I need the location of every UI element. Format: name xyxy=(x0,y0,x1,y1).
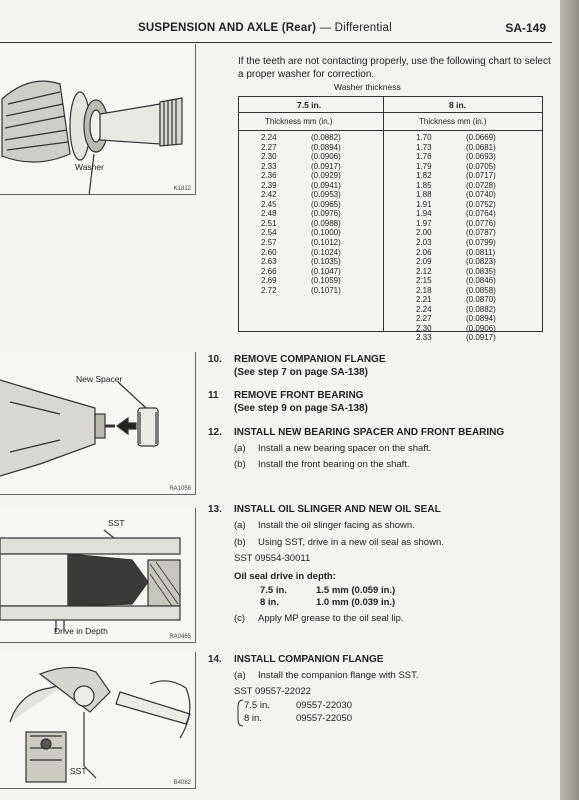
thickness-in: (0.0906) xyxy=(466,323,496,333)
table-row xyxy=(261,286,341,296)
drive-in-depth-label: Drive in Depth xyxy=(54,626,108,636)
table-row xyxy=(416,267,496,277)
table-row xyxy=(261,162,341,172)
thickness-mm: 2.39 xyxy=(261,180,277,190)
table-row xyxy=(261,171,341,181)
sst-number: SST 09554-30011 xyxy=(234,553,311,564)
thickness-mm: 1.91 xyxy=(416,199,432,209)
step-12b: (b) Install the front bearing on the shaft. xyxy=(234,459,410,470)
thickness-mm: 1.70 xyxy=(416,133,432,142)
table-row xyxy=(416,133,496,143)
thickness-mm: 2.57 xyxy=(261,238,277,248)
thickness-in: (0.0941) xyxy=(311,180,341,190)
table-row xyxy=(416,219,496,229)
table-row xyxy=(416,190,496,200)
step-14: 14. INSTALL COMPANION FLANGE xyxy=(208,654,384,665)
step-title: INSTALL NEW BEARING SPACER AND FRONT BEARING xyxy=(234,427,505,438)
table-row xyxy=(416,162,496,172)
thickness-mm: 1.82 xyxy=(416,171,432,181)
thickness-in: (0.0681) xyxy=(466,142,496,152)
step-13a: (a) Install the oil slinger facing as shown. xyxy=(234,520,415,531)
thickness-mm: 1.79 xyxy=(416,161,432,171)
flange-illustration xyxy=(0,652,195,788)
thickness-in: (0.0929) xyxy=(311,171,341,181)
thickness-in: (0.0693) xyxy=(466,152,496,162)
table-row xyxy=(261,143,341,153)
thickness-in: (0.1059) xyxy=(311,276,341,286)
thickness-mm: 2.15 xyxy=(416,276,432,286)
table-row xyxy=(416,286,496,296)
thickness-mm: 1.73 xyxy=(416,142,432,152)
thickness-mm: 2.63 xyxy=(261,257,277,267)
bracket-icon xyxy=(236,699,244,727)
table-row xyxy=(416,276,496,286)
thickness-mm: 2.42 xyxy=(261,190,277,200)
thickness-in: (0.0705) xyxy=(466,161,496,171)
thickness-in: (0.0752) xyxy=(466,199,496,209)
thickness-mm: 2.30 xyxy=(416,323,432,333)
table-row xyxy=(416,209,496,219)
thickness-in: (0.0917) xyxy=(466,333,496,343)
table-row xyxy=(261,248,341,258)
washer-thickness-table xyxy=(238,96,543,343)
thickness-mm: 2.51 xyxy=(261,218,277,228)
thickness-in: (0.0894) xyxy=(466,314,496,324)
thickness-in: (0.1012) xyxy=(311,238,341,248)
thickness-in: (0.1035) xyxy=(311,257,341,267)
table-row xyxy=(261,228,341,238)
thickness-in: (0.0882) xyxy=(311,133,341,142)
thickness-in: (0.1000) xyxy=(311,228,341,238)
thickness-mm: 1.76 xyxy=(416,152,432,162)
table-row xyxy=(416,171,496,181)
sst-row-8: 8 in. 09557-22050 xyxy=(244,713,352,724)
sst-label: SST xyxy=(70,766,87,776)
figure-companion-flange xyxy=(0,652,196,789)
thickness-mm: 2.66 xyxy=(261,266,277,276)
table-row xyxy=(261,257,341,267)
figure-code: K1812 xyxy=(173,186,191,192)
intro-text: If the teeth are not contacting properly, use the following chart to select a proper washer for correction. xyxy=(238,56,551,80)
sst-number: SST 09557-22022 xyxy=(234,686,311,697)
table-row xyxy=(261,276,341,286)
depth-row-8: 8 in. 1.0 mm (0.039 in.) xyxy=(260,597,396,608)
thickness-in: (0.0799) xyxy=(466,238,496,248)
thickness-mm: 2.45 xyxy=(261,199,277,209)
table-row xyxy=(261,152,341,162)
thickness-mm: 2.09 xyxy=(416,257,432,267)
depth-title: Oil seal drive in depth: xyxy=(234,571,336,582)
oil-seal-illustration xyxy=(0,508,195,642)
table-row xyxy=(416,333,496,343)
thickness-mm: 2.36 xyxy=(261,171,277,181)
step-10: 10. REMOVE COMPANION FLANGE (See step 7 on page SA-138) xyxy=(208,354,386,378)
table-row xyxy=(416,324,496,334)
thickness-list-7-5 xyxy=(261,133,341,295)
thickness-mm: 2.72 xyxy=(261,285,277,295)
thickness-mm: 1.94 xyxy=(416,209,432,219)
section-title: SUSPENSION AND AXLE (Rear) — Differential xyxy=(138,22,392,34)
subheader-7-5: Thickness mm (in.) xyxy=(265,117,333,126)
column-header-7-5: 7.5 in. xyxy=(297,100,322,110)
thickness-mm: 1.85 xyxy=(416,180,432,190)
table-row xyxy=(416,248,496,258)
step-title: INSTALL OIL SLINGER AND NEW OIL SEAL xyxy=(234,504,441,515)
table-row xyxy=(261,219,341,229)
thickness-in: (0.0953) xyxy=(311,190,341,200)
figure-oil-seal-drive xyxy=(0,508,196,643)
step-13: 13. INSTALL OIL SLINGER AND NEW OIL SEAL xyxy=(208,504,441,515)
step-title: REMOVE FRONT BEARING xyxy=(234,390,364,401)
step-14a: (a) Install the companion flange with SST. xyxy=(234,670,419,681)
thickness-mm: 2.21 xyxy=(416,295,432,305)
table-row xyxy=(261,200,341,210)
step-title: INSTALL COMPANION FLANGE xyxy=(234,654,384,665)
table-row xyxy=(261,267,341,277)
thickness-mm: 2.69 xyxy=(261,276,277,286)
thickness-in: (0.0965) xyxy=(311,199,341,209)
thickness-mm: 1.97 xyxy=(416,218,432,228)
table-row xyxy=(416,238,496,248)
thickness-mm: 2.48 xyxy=(261,209,277,219)
table-row xyxy=(416,305,496,315)
new-spacer-label: New Spacer xyxy=(76,374,123,384)
thickness-in: (0.0776) xyxy=(466,218,496,228)
thickness-mm: 2.18 xyxy=(416,285,432,295)
thickness-in: (0.1024) xyxy=(311,247,341,257)
step-12: 12. INSTALL NEW BEARING SPACER AND FRONT BEARING xyxy=(208,427,505,438)
figure-code: RA0465 xyxy=(169,634,191,640)
thickness-mm: 2.12 xyxy=(416,266,432,276)
thickness-in: (0.0728) xyxy=(466,180,496,190)
table-row xyxy=(416,152,496,162)
thickness-mm: 2.06 xyxy=(416,247,432,257)
thickness-in: (0.0894) xyxy=(311,142,341,152)
sst-row-7-5: 7.5 in. 09557-22030 xyxy=(244,700,352,711)
thickness-in: (0.0740) xyxy=(466,190,496,200)
thickness-mm: 2.54 xyxy=(261,228,277,238)
step-12a: (a) Install a new bearing spacer on the shaft. xyxy=(234,443,432,454)
table-row xyxy=(261,190,341,200)
thickness-in: (0.0717) xyxy=(466,171,496,181)
figure-new-spacer xyxy=(0,352,196,495)
table-row xyxy=(416,257,496,267)
thickness-in: (0.0858) xyxy=(466,285,496,295)
step-title: REMOVE COMPANION FLANGE xyxy=(234,354,386,365)
thickness-in: (0.1047) xyxy=(311,266,341,276)
thickness-in: (0.0764) xyxy=(466,209,496,219)
table-row xyxy=(416,295,496,305)
thickness-in: (0.0882) xyxy=(466,304,496,314)
table-caption: Washer thickness xyxy=(334,82,401,92)
thickness-in: (0.0988) xyxy=(311,218,341,228)
page-number: SA-149 xyxy=(505,21,546,35)
step-13c: (c) Apply MP grease to the oil seal lip. xyxy=(234,613,404,624)
thickness-mm: 2.27 xyxy=(416,314,432,324)
thickness-in: (0.0976) xyxy=(311,209,341,219)
thickness-list-8 xyxy=(416,133,496,343)
thickness-in: (0.0669) xyxy=(466,133,496,142)
thickness-in: (0.0870) xyxy=(466,295,496,305)
thickness-in: (0.0823) xyxy=(466,257,496,267)
table-row xyxy=(261,133,341,143)
thickness-mm: 1.88 xyxy=(416,190,432,200)
figure-code: B4082 xyxy=(173,780,191,786)
washer-label: Washer xyxy=(75,162,104,172)
thickness-in: (0.0787) xyxy=(466,228,496,238)
thickness-mm: 2.27 xyxy=(261,142,277,152)
thickness-in: (0.1071) xyxy=(311,285,341,295)
step-13b: (b) Using SST, drive in a new oil seal as shown. xyxy=(234,537,444,548)
thickness-in: (0.0846) xyxy=(466,276,496,286)
thickness-mm: 2.33 xyxy=(261,161,277,171)
thickness-mm: 2.24 xyxy=(261,133,277,142)
thickness-mm: 2.30 xyxy=(261,152,277,162)
table-row xyxy=(416,200,496,210)
thickness-mm: 2.60 xyxy=(261,247,277,257)
thickness-in: (0.0906) xyxy=(311,152,341,162)
thickness-mm: 2.00 xyxy=(416,228,432,238)
thickness-in: (0.0917) xyxy=(311,161,341,171)
table-row xyxy=(261,238,341,248)
table-row xyxy=(416,314,496,324)
table-row xyxy=(416,228,496,238)
thickness-mm: 2.24 xyxy=(416,304,432,314)
step-reference: (See step 9 on page SA-138) xyxy=(234,402,368,414)
step-reference: (See step 7 on page SA-138) xyxy=(234,366,368,378)
page-edge xyxy=(560,0,579,800)
figure-pinion-washer xyxy=(0,44,196,195)
subheader-8: Thickness mm (in.) xyxy=(419,117,487,126)
column-header-8: 8 in. xyxy=(449,100,467,110)
thickness-in: (0.0835) xyxy=(466,266,496,276)
thickness-mm: 2.03 xyxy=(416,238,432,248)
table-row xyxy=(416,181,496,191)
table-row xyxy=(416,143,496,153)
depth-row-7-5: 7.5 in. 1.5 mm (0.059 in.) xyxy=(260,585,396,596)
table-row xyxy=(261,181,341,191)
page-header xyxy=(0,18,552,43)
thickness-in: (0.0811) xyxy=(466,247,496,257)
table-row xyxy=(261,209,341,219)
figure-code: RA1058 xyxy=(169,486,191,492)
thickness-mm: 2.33 xyxy=(416,333,432,343)
sst-label: SST xyxy=(108,518,125,528)
step-11: 11 REMOVE FRONT BEARING (See step 9 on page SA-138) xyxy=(208,390,368,414)
